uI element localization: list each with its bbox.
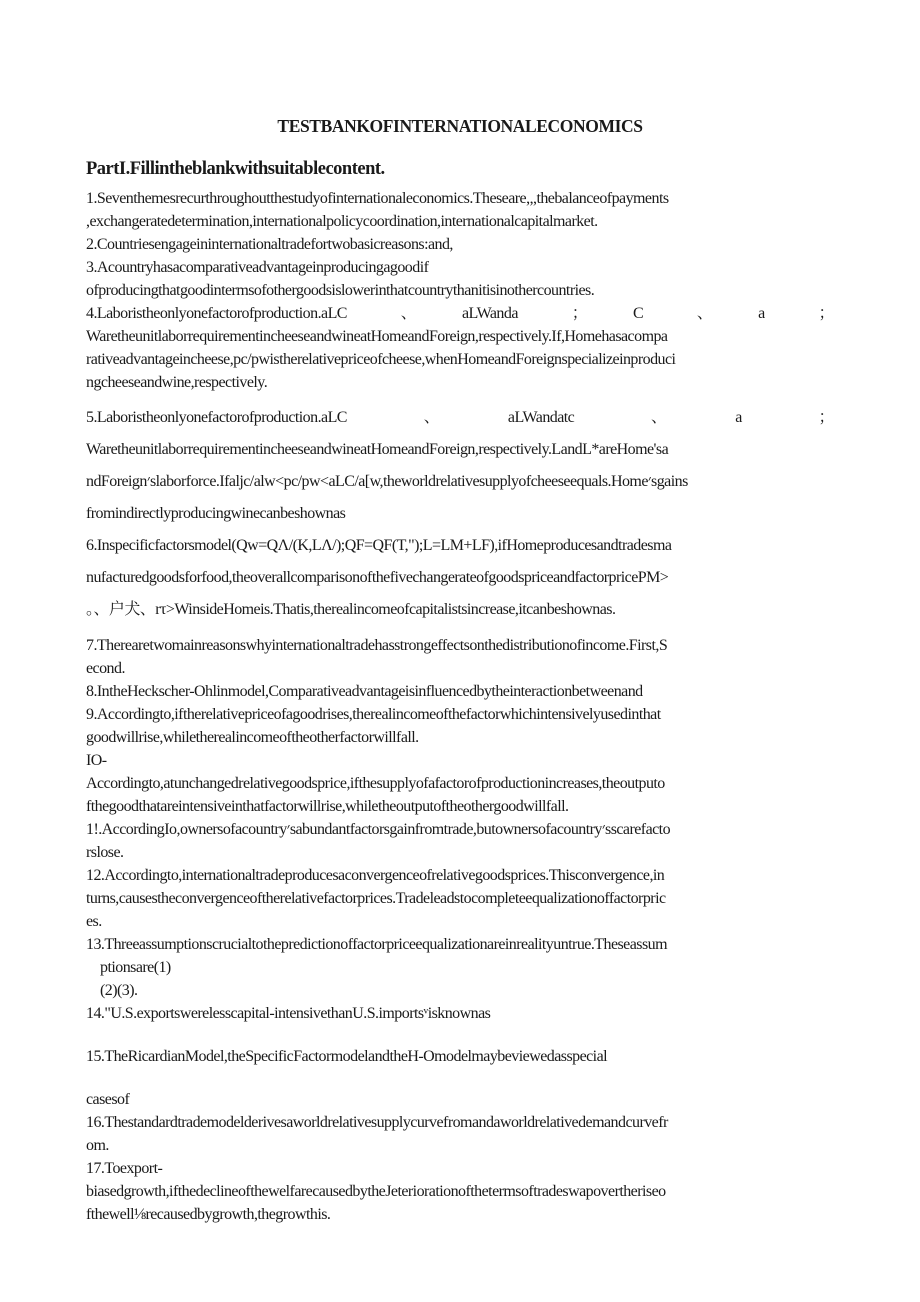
text-line: 16.Thestandardtrademodelderivesaworldrelativesupplycurvefromandaworldrelativedemandcurvefr: [86, 1114, 668, 1131]
text-line: om.: [86, 1137, 109, 1154]
text-line: 5.Laboristheonlyonefactorofproduction.aLC 、 aLWandatc 、 a ；: [86, 409, 834, 426]
text-line: WaretheunitlaborrequirementincheeseandwineatHomeandForeign,respectively.If,Homehasacompa: [86, 328, 668, 345]
text-line: ofproducingthatgoodintermsofothergoodsislowerinthatcountrythanitisinothercountries.: [86, 282, 595, 299]
text-line: turns,causestheconvergenceoftherelativefactorprices.Tradeleadstocompleteequalizationoffactorpric: [86, 890, 666, 907]
text-line: goodwillrise,whiletherealincomeoftheotherfactorwillfall.: [86, 729, 419, 746]
text-line: nufacturedgoodsforfood,theoverallcomparisonofthefivechangerateofgoodspriceandfactorpricePM>: [86, 569, 669, 586]
text-line: Accordingto,atunchangedrelativegoodsprice,ifthesupplyofafactorofproductionincreases,theoutputo: [86, 775, 665, 792]
text-line: fthegoodthatareintensiveinthatfactorwillrise,whiletheoutputoftheothergoodwillfall.: [86, 798, 569, 815]
part-heading: PartI.Fillintheblankwithsuitablecontent.: [86, 159, 385, 179]
text-line: 14."U.S.exportswerelesscapital-intensivethanU.S.importsᵛisknownas: [86, 1005, 491, 1022]
text-line: 4.Laboristheonlyonefactorofproduction.aLC 、 aLWanda ； C 、 a ；: [86, 305, 834, 322]
text-line: rslose.: [86, 844, 124, 861]
text-line: 9.Accordingto,iftherelativepriceofagoodrises,therealincomeofthefactorwhichintensivelyusedinthat: [86, 706, 661, 723]
text-line: ptionsare(1): [100, 959, 171, 976]
text-line: IO-: [86, 752, 107, 769]
text-line: 1!.AccordingIo,ownersofacountry׳sabundantfactorsgainfromtrade,butownersofacountry׳sscarefacto: [86, 821, 671, 838]
text-line: casesof: [86, 1091, 130, 1108]
text-line: ngcheeseandwine,respectively.: [86, 374, 268, 391]
text-line: 15.TheRicardianModel,theSpecificFactormodelandtheH-Omodelmaybeviewedasspecial: [86, 1048, 608, 1065]
text-line: 8.IntheHeckscher-Ohlinmodel,Comparativeadvantageisinfluencedbytheinteractionbetweenand: [86, 683, 643, 700]
text-line: biasedgrowth,ifthedeclineofthewelfarecausedbytheJeteriorationofthetermsoftradeswapovertheriseo: [86, 1183, 666, 1200]
text-line: 1.Seventhemesrecurthroughoutthestudyofinternationaleconomics.Theseare,,,thebalanceofpayments: [86, 190, 669, 207]
text-line: 3.Acountryhasacomparativeadvantageinproducingagoodif: [86, 259, 429, 276]
text-line: ,exchangeratedetermination,internationalpolicycoordination,internationalcapitalmarket.: [86, 213, 598, 230]
text-line: WaretheunitlaborrequirementincheeseandwineatHomeandForeign,respectively.LandL*areHome'sa: [86, 441, 669, 458]
text-line: rativeadvantageincheese,pc/pwistherelativepriceofcheese,whenHomeandForeignspecializeinproduci: [86, 351, 676, 368]
document-title: TESTBANKOFINTERNATIONALECONOMICS: [277, 116, 643, 136]
text-line: (2)(3).: [100, 982, 138, 999]
text-line: 。、户犬、rτ>WinsideHomeis.Thatis,therealincomeofcapitalistsincrease,itcanbeshownas.: [86, 601, 616, 618]
text-line: 7.Therearetwomainreasonswhyinternationaltradehasstrongeffectsonthedistributionofincome.First,S: [86, 637, 668, 654]
text-line: 2.Countriesengageininternationaltradefortwobasicreasons:and,: [86, 236, 453, 253]
text-line: fthewell⅛recausedbygrowth,thegrowthis.: [86, 1206, 331, 1223]
text-line: es.: [86, 913, 102, 930]
text-line: 12.Accordingto,internationaltradeproducesaconvergenceofrelativegoodsprices.Thisconvergence,in: [86, 867, 665, 884]
question-list: [86, 187, 834, 1226]
text-line: econd.: [86, 660, 125, 677]
text-line: fromindirectlyproducingwinecanbeshownas: [86, 505, 346, 522]
text-line: 13.Threeassumptionscrucialtothepredictionoffactorpriceequalizationareinrealityuntrue.Theseassum: [86, 936, 667, 953]
text-line: ndForeign׳slaborforce.Ifaljc/alw<pc/pw<aLC/a[w,theworldrelativesupplyofcheeseequals.Home׳sgains: [86, 473, 688, 490]
text-line: 17.Toexport-: [86, 1160, 163, 1177]
text-line: 6.Inspecificfactorsmodel(Qw=QΛ/(K,LΛ/);QF=QF(T,");L=LM+LF),ifHomeproducesandtradesma: [86, 537, 672, 554]
